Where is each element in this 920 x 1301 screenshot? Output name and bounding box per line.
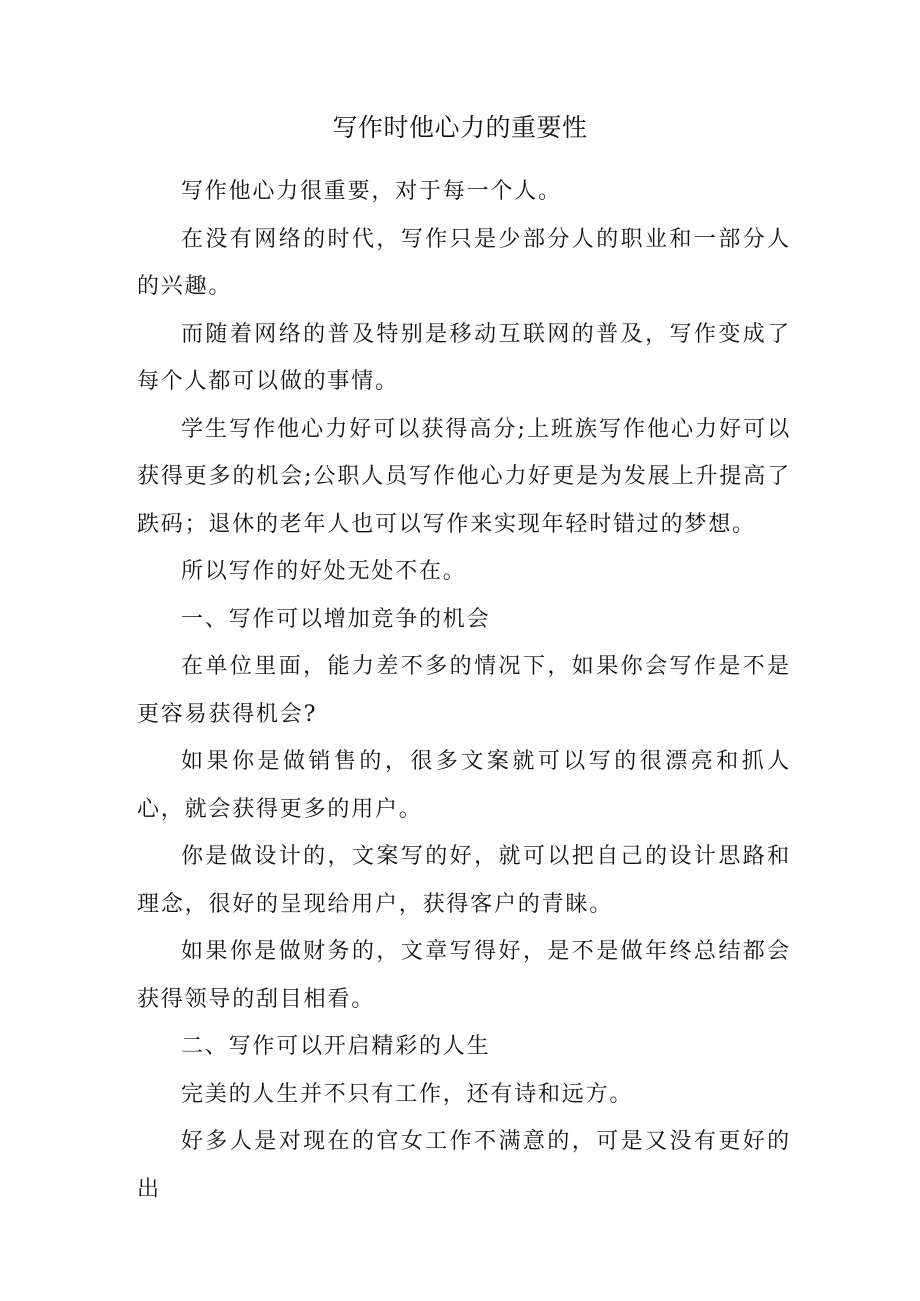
paragraph: 你是做设计的，文案写的好，就可以把自己的设计思路和理念，很好的呈现给用户，获得客户的青睐。 [137,844,791,917]
paragraph: 所以写作的好处无处不在。 [181,559,467,584]
document-body [137,168,791,1213]
paragraph: 如果你是做财务的，文章写得好，是不是做年终总结都会获得领导的刮目相看。 [137,939,791,1012]
paragraph: 而随着网络的普及特别是移动互联网的普及，写作变成了每个人都可以做的事情。 [137,321,791,394]
paragraph: 在单位里面，能力差不多的情况下，如果你会写作是不是更容易获得机会? [137,654,791,727]
section-heading: 一、写作可以增加竞争的机会 [181,606,491,632]
paragraph: 写作他心力很重要，对于每一个人。 [181,179,562,204]
paragraph: 好多人是对现在的官女工作不满意的，可是又没有更好的出 [137,1129,791,1202]
document-title: 写作时他心力的重要性 [332,113,588,142]
section-heading: 二、写作可以开启精彩的人生 [181,1034,491,1059]
paragraph: 完美的人生并不只有工作，还有诗和远方。 [181,1081,634,1107]
paragraph: 在没有网络的时代，写作只是少部分人的职业和一部分人的兴趣。 [137,226,791,299]
paragraph: 学生写作他心力好可以获得高分;上班族写作他心力好可以获得更多的机会;公职人员写作他心力好更是为发展上升提高了跌码；退休的老年人也可以写作来实现年轻时错过的梦想。 [137,416,791,537]
paragraph: 如果你是做销售的，很多文案就可以写的很漂亮和抓人心，就会获得更多的用户。 [137,749,791,822]
